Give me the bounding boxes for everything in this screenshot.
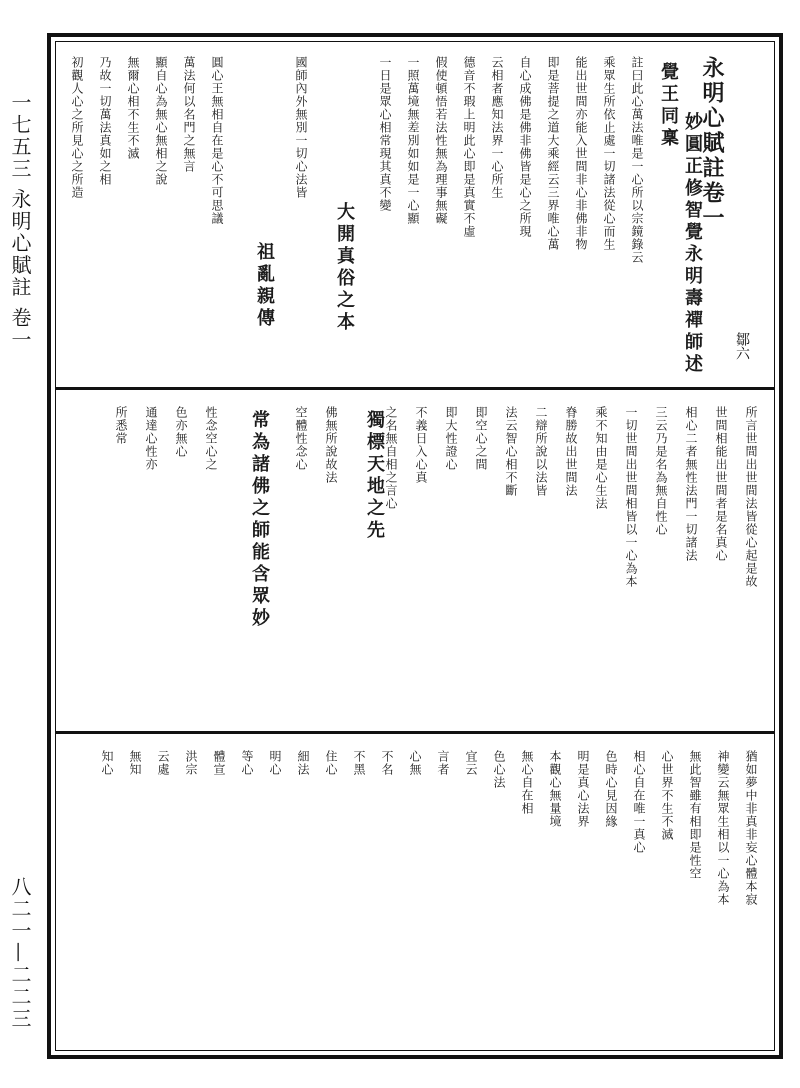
text-column: 明是真心法界: [576, 750, 590, 828]
text-column: 初觀人心之所見心之所造: [70, 56, 84, 199]
text-column: 不義日入心真: [414, 406, 428, 484]
text-column: 相心自在唯一真心: [632, 750, 646, 854]
text-column: 色時心見因緣: [604, 750, 618, 828]
text-column: 宜云: [464, 750, 478, 776]
folio-mark: 鄒六: [734, 332, 750, 360]
text-column: 無爾心相不生不滅: [126, 56, 140, 160]
text-column: 自心成佛是佛非佛皆是心之所現: [518, 56, 532, 238]
text-column: 圓心王無相自在是心不可思議: [210, 56, 224, 225]
text-column: 乘不知由是心生法: [594, 406, 608, 510]
heading-patriarch: 祖亂親傳: [254, 242, 275, 330]
text-column: 之名無自相之言心: [384, 406, 398, 510]
register-top: [56, 42, 774, 387]
text-column: 知心: [100, 750, 114, 776]
text-column: 佛無所說故法: [324, 406, 338, 484]
text-column: 脊勝故出世間法: [564, 406, 578, 497]
text-column: 乘眾生所依止處一切諸法從心而生: [602, 56, 616, 251]
text-column: 假使頓悟若法性無為理事無礙: [434, 56, 448, 225]
text-column: 云處: [156, 750, 170, 776]
page-frame: [47, 33, 783, 1059]
text-column: 註曰此心萬法唯是一心所以宗鏡錄云: [630, 56, 644, 264]
heading-big-open: 大開真俗之本: [334, 202, 355, 334]
text-column: 神變云無眾生相以一心為本: [716, 750, 730, 906]
text-column: 住心: [324, 750, 338, 776]
author-line: 妙圓正修智覺永明壽禪師述: [682, 112, 703, 376]
text-column: 三云乃是名為無自性心: [654, 406, 668, 536]
text-column: 所言世間出世間法皆從心起是故: [744, 406, 758, 588]
text-column: 空體性念心: [294, 406, 308, 471]
book-title: 永明心賦註卷一: [699, 56, 725, 231]
text-column: 猶如夢中非真非妄心體本寂: [744, 750, 758, 906]
text-column: 色亦無心: [174, 406, 188, 458]
text-column: 本觀心無量境: [548, 750, 562, 828]
text-column: 國師內外無別一切心法皆: [294, 56, 308, 199]
text-column: 顯自心為無心無相之說: [154, 56, 168, 186]
text-column: 言者: [436, 750, 450, 776]
text-column: 一切世間出世間相皆以一心為本: [624, 406, 638, 588]
text-column: 即空心之間: [474, 406, 488, 471]
text-column: 不黑: [352, 750, 366, 776]
text-column: 心無: [408, 750, 422, 776]
text-column: 無知: [128, 750, 142, 776]
text-column: 一日是眾心相常現其真不變: [378, 56, 392, 212]
text-column: 即大性證心: [444, 406, 458, 471]
page-number-margin: 八二一—二二三: [8, 876, 32, 1030]
text-column: 等心: [240, 750, 254, 776]
register-bottom: [56, 736, 774, 1058]
heading-buddhas-teacher: 常為諸佛之師能含眾妙: [249, 410, 270, 630]
text-column: 明心: [268, 750, 282, 776]
text-column: 云相者應知法界一心所生: [490, 56, 504, 199]
text-column: 體宣: [212, 750, 226, 776]
text-column: 洪宗: [184, 750, 198, 776]
text-column: 法云智心相不斷: [504, 406, 518, 497]
divider: [56, 731, 774, 734]
text-column: 世間相能出世間者是名真心: [714, 406, 728, 562]
text-column: 心世界不生不滅: [660, 750, 674, 841]
text-column: 色心法: [492, 750, 506, 789]
text-column: 萬法何以名門之無言: [182, 56, 196, 173]
volume-title-margin: 一七五三 永明心賦註 卷一: [8, 92, 32, 351]
heading-heaven-earth: 獨標天地之先: [364, 410, 385, 542]
text-column: 德音不瑕上明此心即是真實不虛: [462, 56, 476, 238]
text-column: 細法: [296, 750, 310, 776]
text-column: 所悉常: [114, 406, 128, 445]
register-middle: [56, 392, 774, 730]
text-column: 能出世間亦能入世間非心非佛非物: [574, 56, 588, 251]
divider: [56, 387, 774, 390]
text-column: 相心二者無性法門一切諸法: [684, 406, 698, 562]
page-frame-inner: [55, 41, 775, 1051]
text-column: 乃故一切萬法真如之相: [98, 56, 112, 186]
text-column: 即是菩提之道大乘經云三界唯心萬: [546, 56, 560, 251]
text-column: 不名: [380, 750, 394, 776]
section-heading-1: 覺王同稟: [658, 62, 679, 150]
text-column: 性念空心之: [204, 406, 218, 471]
text-column: 無此智雖有相即是性空: [688, 750, 702, 880]
text-column: 通達心性亦: [144, 406, 158, 471]
text-column: 一照萬境無差別如如是一心顯: [406, 56, 420, 225]
text-column: 二辯所說以法皆: [534, 406, 548, 497]
text-column: 無心自在相: [520, 750, 534, 815]
